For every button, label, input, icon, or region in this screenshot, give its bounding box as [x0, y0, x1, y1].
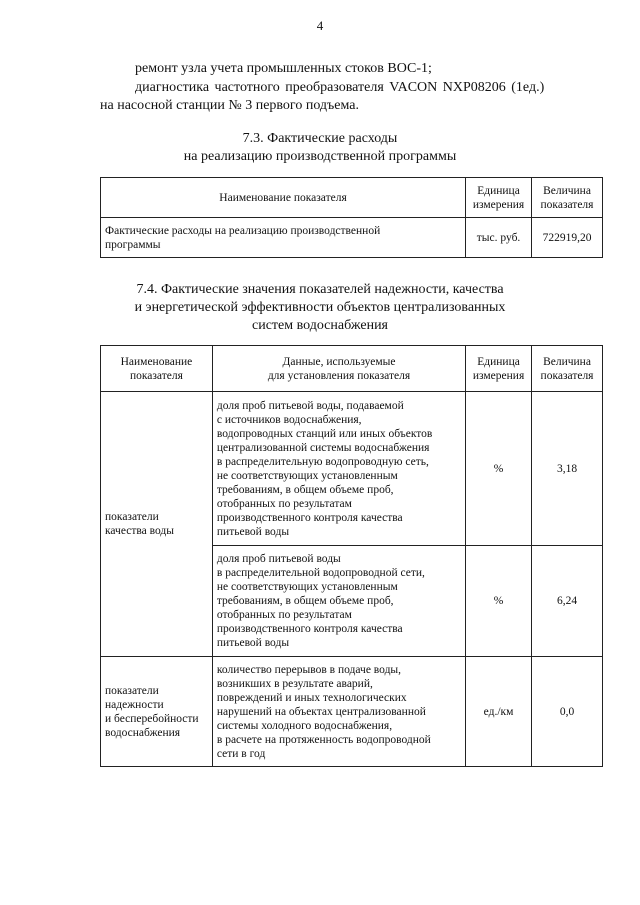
table-row	[101, 392, 603, 546]
indicators-table	[100, 345, 603, 767]
water-quality-data-1: доля проб питьевой воды, подаваемой с источников водоснабжения, водопроводных станций или иных объектов централизованной системы водоснабжения в распределительную водопроводную сеть, не соответствующих установленным требованиям, в общем объеме проб, отобранных по результатам производственного контроля качества питьевой воды	[212, 392, 465, 546]
header-value: Величина показателя	[532, 178, 603, 218]
group-reliability-name: показатели надежности и бесперебойности водоснабжения	[101, 657, 213, 767]
intro-line-1: ремонт узла учета промышленных стоков ВОС-1;	[135, 61, 432, 76]
table-row	[101, 218, 603, 258]
water-quality-data-2: доля проб питьевой воды в распределительной водопроводной сети, не соответствующих установленным требованиям, в общем объеме проб, отобранных по результатам производственного контроля качества питьевой воды	[212, 546, 465, 657]
section-7-3-title-line-2: на реализацию производственной программы	[183, 149, 457, 164]
header-data-used: Данные, используемые для установления показателя	[212, 346, 465, 392]
intro-line-2: диагностика частотного преобразователя VACON NXP08206 (1ед.)	[135, 80, 545, 95]
reliability-value: 0,0	[532, 657, 603, 767]
header-unit: Единица измерения	[466, 178, 532, 218]
water-quality-unit-1: %	[466, 392, 532, 546]
header-indicator-name: Наименование показателя	[101, 346, 213, 392]
section-7-4-title-line-1: 7.4. Фактические значения показателей надежности, качества	[136, 282, 504, 297]
header-value: Величина показателя	[532, 346, 603, 392]
section-7-3-title-line-1: 7.3. Фактические расходы	[242, 131, 398, 146]
header-indicator-name: Наименование показателя	[101, 178, 466, 218]
section-7-4-title-line-3: систем водоснабжения	[251, 318, 388, 333]
intro-line-3: на насосной станции № 3 первого подъема.	[100, 98, 359, 113]
reliability-unit: ед./км	[466, 657, 532, 767]
expenses-table-header	[101, 178, 603, 218]
indicators-table-header	[101, 346, 603, 392]
water-quality-value-1: 3,18	[532, 392, 603, 546]
water-quality-value-2: 6,24	[532, 546, 603, 657]
table-row	[101, 657, 603, 767]
header-unit: Единица измерения	[466, 346, 532, 392]
expenses-table	[100, 177, 603, 258]
page-number: 4	[316, 18, 324, 33]
row-unit: тыс. руб.	[466, 218, 532, 258]
row-indicator-name: Фактические расходы на реализацию производственной программы	[101, 218, 466, 258]
row-value: 722919,20	[532, 218, 603, 258]
group-water-quality-name: показатели качества воды	[101, 392, 213, 657]
reliability-data: количество перерывов в подаче воды, возникших в результате аварий, повреждений и иных технологических нарушений на объектах централизованной системы холодного водоснабжения, в расчете на протяженность водопроводной сети в год	[212, 657, 465, 767]
section-7-4-title-line-2: и энергетической эффективности объектов централизованных	[134, 300, 506, 315]
water-quality-unit-2: %	[466, 546, 532, 657]
